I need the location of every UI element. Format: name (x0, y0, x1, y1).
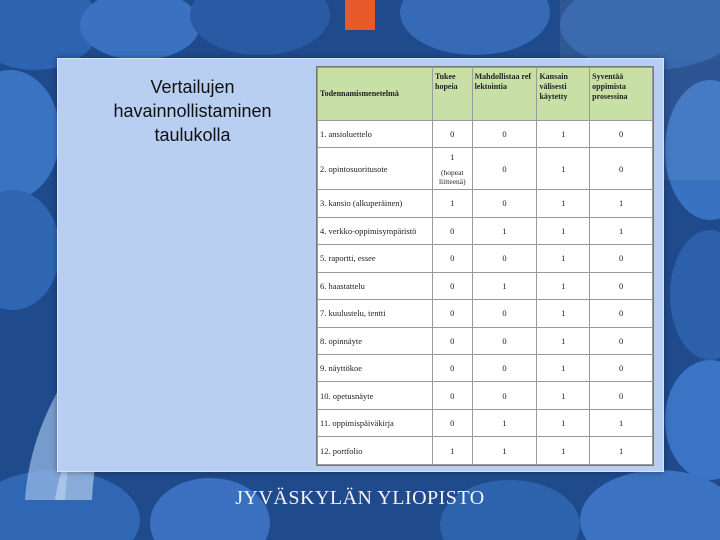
value-cell (433, 272, 473, 299)
value-text: 0 (450, 335, 455, 346)
value-cell (537, 409, 590, 436)
value-text: 1 (561, 198, 566, 209)
value-cell (433, 355, 473, 382)
value-cell (472, 148, 537, 190)
value-text: 1 (502, 280, 507, 291)
value-text: 1 (561, 363, 566, 374)
value-text: 0 (618, 129, 624, 140)
value-text: 0 (502, 253, 507, 264)
table-row (318, 437, 653, 465)
value-cell (537, 190, 590, 217)
value-text: 0 (450, 280, 455, 291)
value-text: 1 (502, 225, 507, 236)
value-cell (590, 245, 653, 272)
value-cell (537, 382, 590, 409)
table-row (318, 272, 653, 299)
value-text: 0 (502, 163, 507, 174)
value-cell (590, 437, 653, 465)
value-cell (537, 355, 590, 382)
value-cell (537, 327, 590, 354)
value-cell (472, 437, 537, 465)
method-cell: 11. oppimispäiväkirja (318, 409, 433, 436)
value-text: 0 (618, 280, 624, 291)
value-cell (472, 245, 537, 272)
value-text: 0 (502, 363, 507, 374)
value-text: 0 (618, 308, 624, 319)
value-cell (537, 272, 590, 299)
value-text: 0 (618, 390, 624, 401)
value-cell (590, 355, 653, 382)
value-text: 0 (450, 418, 455, 429)
value-text: 1 (618, 198, 624, 209)
value-text: 0 (502, 308, 507, 319)
value-text: 1 (561, 163, 566, 174)
value-cell (472, 300, 537, 327)
method-cell: 4. verkko-oppimisympäristö (318, 217, 433, 244)
value-text: 1 (618, 445, 624, 456)
value-text: 0 (450, 390, 455, 401)
value-cell (433, 327, 473, 354)
value-cell (433, 121, 473, 148)
table-row (318, 300, 653, 327)
value-cell (537, 437, 590, 465)
method-cell: 5. raportti, essee (318, 245, 433, 272)
column-header: Tukee hopeia (433, 68, 473, 121)
value-text: 0 (618, 253, 624, 264)
column-header-method: Todennamismenetelmä (318, 68, 433, 121)
university-wordmark: JYVÄSKYLÄN YLIOPISTO (235, 487, 485, 509)
value-text: 0 (450, 253, 455, 264)
value-cell (472, 355, 537, 382)
table-row (318, 245, 653, 272)
value-cell (590, 217, 653, 244)
method-cell: 7. kuulustelu, tentti (318, 300, 433, 327)
slide-title-line: taulukolla (154, 125, 231, 145)
value-cell (433, 300, 473, 327)
value-cell (433, 148, 473, 190)
value-cell (433, 245, 473, 272)
value-text: 0 (618, 163, 624, 174)
value-cell (537, 300, 590, 327)
method-cell: 8. opinnäyte (318, 327, 433, 354)
value-cell (472, 382, 537, 409)
value-text: 1 (561, 280, 566, 291)
value-text: 0 (502, 390, 507, 401)
table-row (318, 121, 653, 148)
value-text: 1 (450, 198, 455, 209)
table-header-row (318, 68, 653, 121)
value-text: 0 (450, 363, 455, 374)
value-text: 1 (450, 445, 455, 456)
slide-title-line: havainnollistaminen (113, 101, 272, 121)
value-cell (590, 121, 653, 148)
cell-note: (hopeat liitteenä) (438, 167, 466, 186)
value-cell (433, 382, 473, 409)
value-text: 1 (561, 335, 566, 346)
value-cell (433, 437, 473, 465)
table-row (318, 148, 653, 190)
value-cell (537, 148, 590, 190)
value-text: 1 (561, 418, 566, 429)
table-row (318, 327, 653, 354)
table-row (318, 409, 653, 436)
value-text: 0 (502, 198, 507, 209)
value-cell (590, 272, 653, 299)
column-header: Kansain välisesti käytetty (537, 68, 590, 121)
value-cell (590, 148, 653, 190)
value-text: 0 (502, 129, 507, 140)
value-text: 0 (450, 129, 455, 140)
value-text: 1 (561, 445, 566, 456)
slide-title (90, 75, 295, 147)
value-cell (433, 409, 473, 436)
method-cell: 6. haastattelu (318, 272, 433, 299)
comparison-table (316, 66, 654, 466)
value-cell (472, 409, 537, 436)
value-cell (590, 382, 653, 409)
value-cell (590, 409, 653, 436)
value-cell (590, 190, 653, 217)
value-cell (472, 272, 537, 299)
value-text: 0 (450, 225, 455, 236)
column-header: Syventää oppimista prosessina (590, 68, 653, 121)
value-cell (472, 327, 537, 354)
value-cell (472, 217, 537, 244)
value-cell (433, 217, 473, 244)
value-cell (590, 327, 653, 354)
value-cell (433, 190, 473, 217)
value-text: 1 (618, 418, 624, 429)
value-cell (472, 121, 537, 148)
value-text: 0 (618, 335, 624, 346)
value-cell (537, 217, 590, 244)
method-cell: 1. ansioluettelo (318, 121, 433, 148)
value-text: 1 (561, 308, 566, 319)
value-text: 1 (502, 418, 507, 429)
value-text: 0 (618, 363, 624, 374)
value-text: 1 (450, 151, 455, 162)
method-cell: 10. opetusnäyte (318, 382, 433, 409)
value-text: 0 (450, 308, 455, 319)
table-row (318, 217, 653, 244)
column-header: Mahdollistaa ref lektointia (472, 68, 537, 121)
value-cell (537, 245, 590, 272)
method-cell: 9. näyttökoe (318, 355, 433, 382)
value-text: 1 (561, 129, 566, 140)
value-text: 1 (502, 445, 507, 456)
accent-square (345, 0, 375, 30)
value-text: 1 (618, 225, 624, 236)
value-text: 1 (561, 390, 566, 401)
value-cell (590, 300, 653, 327)
value-cell (537, 121, 590, 148)
method-cell: 12. portfolio (318, 437, 433, 465)
table-row (318, 190, 653, 217)
value-cell (472, 190, 537, 217)
table-row (318, 382, 653, 409)
slide-title-line: Vertailujen (150, 77, 235, 97)
method-cell: 3. kansio (alkuperäinen) (318, 190, 433, 217)
value-text: 1 (561, 253, 566, 264)
table-row (318, 355, 653, 382)
method-cell: 2. opintosuoritusote (318, 148, 433, 190)
value-text: 1 (561, 225, 566, 236)
value-text: 0 (502, 335, 507, 346)
